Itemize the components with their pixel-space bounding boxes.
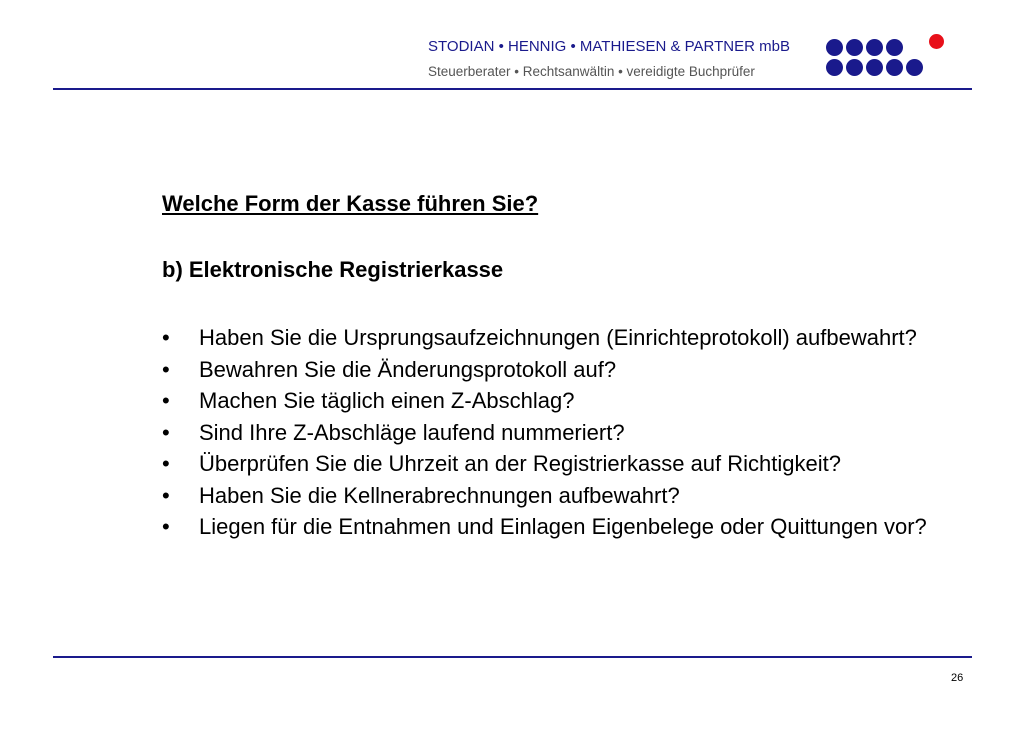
logo-dot [886,39,903,56]
bullet-symbol: • [162,419,170,445]
bullet-symbol: • [162,451,170,476]
list-item-text: Überprüfen Sie die Uhrzeit an der Registrierkasse auf Richtigkeit? [199,451,841,476]
list-item [162,417,952,449]
list-item [162,511,952,543]
list-item-text: Sind Ihre Z-Abschläge laufend nummeriert? [199,419,625,445]
slide-subtitle: b) Elektronische Registrierkasse [162,257,504,282]
list-item-text: Bewahren Sie die Änderungsprotokoll auf? [199,356,617,382]
logo-dot [866,59,883,76]
logo-dot [886,59,903,76]
list-item-text: Haben Sie die Kellnerabrechnungen aufbewahrt? [199,482,680,508]
firm-name: STODIAN • HENNIG • MATHIESEN & PARTNER mbB [428,38,790,55]
list-item [162,480,952,512]
list-item [162,448,952,480]
page-number: 26 [951,672,964,684]
logo-dot [846,59,863,76]
logo-dot [826,39,843,56]
list-item-text: Machen Sie täglich einen Z-Abschlag? [199,388,575,413]
list-item-text: Haben Sie die Ursprungsaufzeichnungen (Einrichteprotokoll) aufbewahrt? [199,325,917,350]
list-item [162,354,952,386]
bullet-symbol: • [162,482,170,508]
bullet-symbol: • [162,356,170,382]
list-item [162,322,952,354]
firm-subtitle: Steuerberater • Rechtsanwältin • vereidigte Buchprüfer [428,64,755,79]
list-item [162,385,952,417]
logo-dot-red [929,34,944,49]
list-item-text: Liegen für die Entnahmen und Einlagen Eigenbelege oder Quittungen vor? [199,514,927,539]
logo-dot [866,39,883,56]
logo-dot [826,59,843,76]
logo-dot [846,39,863,56]
question-list [162,322,952,543]
bullet-symbol: • [162,514,170,539]
slide-title: Welche Form der Kasse führen Sie? [162,191,539,216]
header-divider [53,88,972,90]
bullet-symbol: • [162,325,170,350]
footer-divider [53,656,972,658]
logo-dot [906,59,923,76]
bullet-symbol: • [162,388,170,413]
